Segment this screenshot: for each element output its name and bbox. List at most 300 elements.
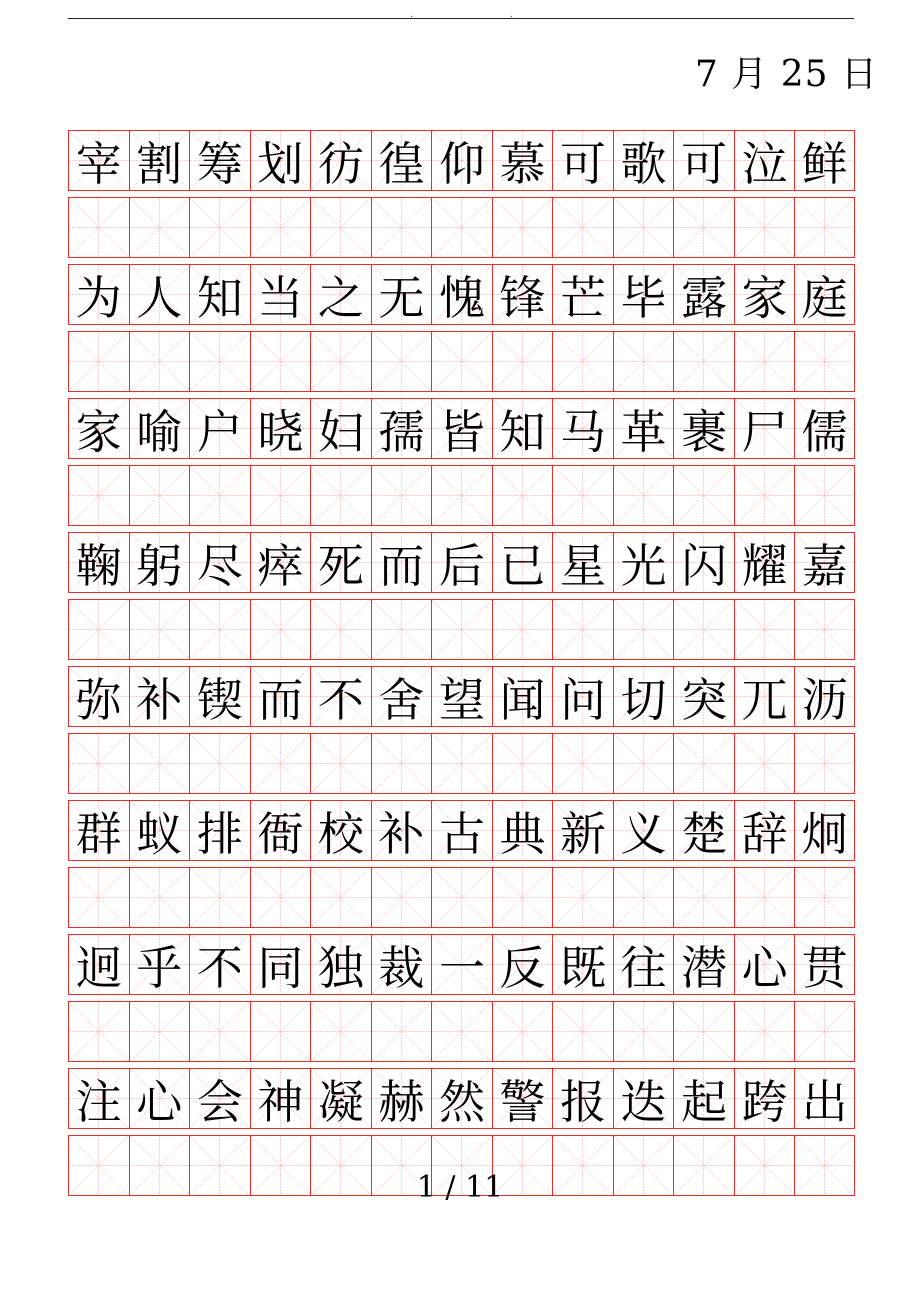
grid-cell [371, 130, 432, 191]
blank-grid-cell[interactable] [68, 465, 129, 526]
blank-grid-cell[interactable] [673, 599, 734, 660]
guide-lines [311, 332, 371, 391]
guide-lines [372, 198, 432, 257]
guide-lines [735, 332, 795, 391]
grid-cell [734, 130, 795, 191]
blank-grid-cell[interactable] [734, 331, 795, 392]
practice-character: 起 [681, 1074, 728, 1129]
blank-grid-cell[interactable] [794, 465, 855, 526]
blank-grid-cell[interactable] [129, 1001, 190, 1062]
grid-cell [189, 532, 250, 593]
practice-character: 革 [620, 404, 667, 459]
blank-grid-cell[interactable] [68, 867, 129, 928]
grid-cell [250, 666, 311, 727]
guide-lines [190, 734, 250, 793]
blank-grid-cell[interactable] [371, 331, 432, 392]
guide-lines [614, 198, 674, 257]
blank-grid-cell[interactable] [794, 599, 855, 660]
practice-character: 毕 [620, 270, 667, 325]
grid-cell [250, 934, 311, 995]
blank-grid-cell[interactable] [734, 197, 795, 258]
grid-cell [68, 800, 129, 861]
practice-character: 可 [560, 136, 607, 191]
grid-cell [613, 130, 674, 191]
blank-grid-cell[interactable] [189, 197, 250, 258]
grid-cell [371, 264, 432, 325]
blank-grid-cell[interactable] [552, 733, 613, 794]
blank-grid-cell[interactable] [310, 733, 371, 794]
guide-lines [432, 466, 492, 525]
grid-cell [734, 800, 795, 861]
guide-lines [493, 466, 553, 525]
practice-character: 弥 [75, 672, 122, 727]
blank-grid-cell[interactable] [552, 599, 613, 660]
guide-lines [614, 1002, 674, 1061]
blank-grid-cell[interactable] [250, 867, 311, 928]
guide-lines [432, 868, 492, 927]
blank-grid-cell[interactable] [189, 733, 250, 794]
grid-cell [734, 1068, 795, 1129]
blank-grid-cell[interactable] [734, 733, 795, 794]
blank-grid-cell[interactable] [794, 733, 855, 794]
practice-character: 既 [560, 940, 607, 995]
practice-character: 彷 [317, 136, 364, 191]
grid-cell [613, 532, 674, 593]
blank-grid-cell[interactable] [613, 599, 674, 660]
guide-lines [311, 600, 371, 659]
practice-character: 家 [741, 270, 788, 325]
grid-cell [673, 934, 734, 995]
grid-cell [492, 800, 553, 861]
practice-character: 尽 [196, 538, 243, 593]
grid-cell [552, 264, 613, 325]
blank-grid-cell[interactable] [250, 733, 311, 794]
guide-lines [674, 868, 734, 927]
grid-cell [673, 666, 734, 727]
guide-lines [795, 734, 854, 793]
blank-grid-cell[interactable] [673, 197, 734, 258]
grid-cell [613, 1068, 674, 1129]
grid-cell [673, 800, 734, 861]
grid-cell [734, 532, 795, 593]
practice-character: 潜 [681, 940, 728, 995]
blank-grid-cell[interactable] [189, 867, 250, 928]
blank-practice-row [68, 733, 855, 794]
blank-grid-cell[interactable] [613, 733, 674, 794]
blank-grid-cell[interactable] [492, 331, 553, 392]
grid-cell [250, 800, 311, 861]
guide-lines [735, 868, 795, 927]
blank-grid-cell[interactable] [492, 867, 553, 928]
guide-lines [674, 1002, 734, 1061]
practice-character: 兀 [741, 672, 788, 727]
blank-grid-cell[interactable] [552, 465, 613, 526]
blank-grid-cell[interactable] [371, 733, 432, 794]
practice-character: 当 [257, 270, 304, 325]
blank-grid-cell[interactable] [129, 867, 190, 928]
grid-cell [431, 934, 492, 995]
practice-character: 裁 [378, 940, 425, 995]
practice-character: 而 [378, 538, 425, 593]
grid-cell [310, 398, 371, 459]
guide-lines [735, 600, 795, 659]
guide-lines [69, 1002, 129, 1061]
grid-cell [492, 666, 553, 727]
blank-grid-cell[interactable] [431, 197, 492, 258]
grid-cell [189, 666, 250, 727]
blank-grid-cell[interactable] [189, 331, 250, 392]
guide-lines [553, 466, 613, 525]
grid-cell [68, 1068, 129, 1129]
blank-grid-cell[interactable] [310, 465, 371, 526]
blank-grid-cell[interactable] [250, 331, 311, 392]
practice-character: 星 [560, 538, 607, 593]
guide-lines [190, 868, 250, 927]
character-row [68, 934, 855, 995]
grid-cell [68, 264, 129, 325]
blank-grid-cell[interactable] [552, 867, 613, 928]
blank-grid-cell[interactable] [613, 465, 674, 526]
blank-grid-cell[interactable] [492, 599, 553, 660]
practice-character: 往 [620, 940, 667, 995]
practice-character: 鞠 [75, 538, 122, 593]
blank-grid-cell[interactable] [371, 867, 432, 928]
blank-grid-cell[interactable] [250, 465, 311, 526]
blank-grid-cell[interactable] [794, 331, 855, 392]
grid-cell [673, 1068, 734, 1129]
blank-grid-cell[interactable] [68, 197, 129, 258]
blank-grid-cell[interactable] [734, 465, 795, 526]
practice-character: 死 [317, 538, 364, 593]
blank-grid-cell[interactable] [613, 867, 674, 928]
guide-lines [251, 466, 311, 525]
guide-lines [553, 198, 613, 257]
practice-character: 楚 [681, 806, 728, 861]
blank-grid-cell[interactable] [431, 331, 492, 392]
grid-cell [794, 666, 855, 727]
grid-cell [794, 1068, 855, 1129]
guide-lines [553, 600, 613, 659]
practice-character: 警 [499, 1074, 546, 1129]
practice-character: 迭 [620, 1074, 667, 1129]
grid-cell [613, 934, 674, 995]
blank-grid-cell[interactable] [68, 599, 129, 660]
blank-grid-cell[interactable] [310, 599, 371, 660]
blank-grid-cell[interactable] [129, 331, 190, 392]
grid-cell [68, 666, 129, 727]
blank-practice-row [68, 465, 855, 526]
grid-cell [673, 264, 734, 325]
blank-grid-cell[interactable] [431, 1001, 492, 1062]
practice-character: 补 [136, 672, 183, 727]
practice-character: 会 [196, 1074, 243, 1129]
practice-character: 晓 [257, 404, 304, 459]
grid-cell [734, 934, 795, 995]
grid-cell [794, 934, 855, 995]
blank-grid-cell[interactable] [794, 197, 855, 258]
grid-cell [129, 532, 190, 593]
blank-grid-cell[interactable] [673, 733, 734, 794]
practice-character: 鲜 [801, 136, 848, 191]
practice-character: 歌 [620, 136, 667, 191]
blank-grid-cell[interactable] [794, 867, 855, 928]
grid-cell [613, 264, 674, 325]
practice-character: 新 [560, 806, 607, 861]
guide-lines [372, 332, 432, 391]
practice-character: 泣 [741, 136, 788, 191]
practice-character: 知 [499, 404, 546, 459]
blank-grid-cell[interactable] [250, 599, 311, 660]
grid-cell [250, 532, 311, 593]
grid-cell [250, 1068, 311, 1129]
guide-lines [735, 198, 795, 257]
guide-lines [69, 198, 129, 257]
guide-lines [493, 332, 553, 391]
blank-grid-cell[interactable] [431, 733, 492, 794]
grid-cell [68, 532, 129, 593]
practice-character: 划 [257, 136, 304, 191]
guide-lines [795, 600, 854, 659]
guide-lines [190, 1002, 250, 1061]
blank-grid-cell[interactable] [492, 465, 553, 526]
header-dot-right: . [510, 9, 514, 20]
guide-lines [372, 466, 432, 525]
blank-grid-cell[interactable] [129, 599, 190, 660]
grid-cell [431, 800, 492, 861]
practice-character: 割 [136, 136, 183, 191]
grid-cell [673, 532, 734, 593]
guide-lines [311, 868, 371, 927]
guide-lines [493, 1002, 553, 1061]
practice-character: 可 [681, 136, 728, 191]
grid-cell [68, 130, 129, 191]
blank-grid-cell[interactable] [673, 1001, 734, 1062]
character-row [68, 666, 855, 727]
blank-grid-cell[interactable] [371, 197, 432, 258]
blank-grid-cell[interactable] [492, 197, 553, 258]
guide-lines [251, 332, 311, 391]
practice-character: 心 [741, 940, 788, 995]
grid-cell [794, 264, 855, 325]
blank-grid-cell[interactable] [371, 465, 432, 526]
practice-character: 芒 [560, 270, 607, 325]
practice-character: 蚁 [136, 806, 183, 861]
blank-grid-cell[interactable] [310, 867, 371, 928]
grid-cell [492, 532, 553, 593]
blank-grid-cell[interactable] [431, 465, 492, 526]
grid-cell [552, 666, 613, 727]
grid-cell [310, 130, 371, 191]
grid-cell [492, 934, 553, 995]
blank-grid-cell[interactable] [189, 1001, 250, 1062]
blank-grid-cell[interactable] [250, 197, 311, 258]
practice-character: 尸 [741, 404, 788, 459]
guide-lines [69, 332, 129, 391]
guide-lines [795, 332, 854, 391]
practice-character: 古 [438, 806, 485, 861]
practice-character: 舍 [378, 672, 425, 727]
practice-character: 马 [560, 404, 607, 459]
practice-character: 补 [378, 806, 425, 861]
blank-grid-cell[interactable] [552, 1001, 613, 1062]
character-row [68, 532, 855, 593]
guide-lines [614, 600, 674, 659]
practice-character: 凝 [317, 1074, 364, 1129]
grid-cell [371, 934, 432, 995]
grid-cell [371, 1068, 432, 1129]
blank-grid-cell[interactable] [794, 1001, 855, 1062]
blank-grid-cell[interactable] [371, 599, 432, 660]
guide-lines [190, 466, 250, 525]
grid-cell [371, 666, 432, 727]
practice-character: 光 [620, 538, 667, 593]
grid-cell [129, 264, 190, 325]
guide-lines [432, 734, 492, 793]
blank-grid-cell[interactable] [129, 197, 190, 258]
blank-grid-cell[interactable] [613, 331, 674, 392]
practice-character: 宰 [75, 136, 122, 191]
guide-lines [614, 332, 674, 391]
guide-lines [735, 734, 795, 793]
guide-lines [69, 600, 129, 659]
blank-grid-cell[interactable] [613, 1001, 674, 1062]
guide-lines [130, 734, 190, 793]
blank-grid-cell[interactable] [431, 867, 492, 928]
practice-character: 典 [499, 806, 546, 861]
grid-cell [189, 130, 250, 191]
practice-character: 裹 [681, 404, 728, 459]
grid-cell [492, 130, 553, 191]
practice-character: 慕 [499, 136, 546, 191]
guide-lines [130, 198, 190, 257]
grid-cell [431, 666, 492, 727]
blank-grid-cell[interactable] [68, 1001, 129, 1062]
header-rule [68, 18, 854, 19]
blank-grid-cell[interactable] [371, 1001, 432, 1062]
guide-lines [190, 332, 250, 391]
practice-character: 校 [317, 806, 364, 861]
practice-character: 出 [801, 1074, 848, 1129]
character-row [68, 398, 855, 459]
blank-grid-cell[interactable] [250, 1001, 311, 1062]
practice-character: 注 [75, 1074, 122, 1129]
header-dot-left: . [410, 9, 414, 20]
grid-cell [492, 398, 553, 459]
practice-character: 已 [499, 538, 546, 593]
grid-cell [310, 264, 371, 325]
guide-lines [311, 466, 371, 525]
blank-grid-cell[interactable] [673, 465, 734, 526]
grid-cell [794, 398, 855, 459]
blank-grid-cell[interactable] [68, 733, 129, 794]
page-number: 1 / 11 [416, 1170, 504, 1205]
practice-character: 嘉 [801, 538, 848, 593]
character-row [68, 800, 855, 861]
practice-character: 反 [499, 940, 546, 995]
blank-grid-cell[interactable] [734, 867, 795, 928]
guide-lines [553, 1002, 613, 1061]
guide-lines [795, 198, 854, 257]
blank-grid-cell[interactable] [492, 1001, 553, 1062]
guide-lines [614, 868, 674, 927]
blank-grid-cell[interactable] [310, 197, 371, 258]
practice-character: 不 [196, 940, 243, 995]
guide-lines [372, 868, 432, 927]
grid-cell [129, 934, 190, 995]
practice-character: 沥 [801, 672, 848, 727]
blank-practice-row [68, 867, 855, 928]
guide-lines [493, 868, 553, 927]
grid-cell [371, 800, 432, 861]
guide-lines [311, 198, 371, 257]
practice-character: 瘁 [257, 538, 304, 593]
blank-grid-cell[interactable] [673, 331, 734, 392]
practice-character: 躬 [136, 538, 183, 593]
practice-character: 迥 [75, 940, 122, 995]
blank-grid-cell[interactable] [129, 733, 190, 794]
practice-character: 庭 [801, 270, 848, 325]
grid-cell [310, 532, 371, 593]
grid-cell [794, 130, 855, 191]
blank-grid-cell[interactable] [734, 599, 795, 660]
grid-cell [794, 800, 855, 861]
practice-character: 群 [75, 806, 122, 861]
blank-grid-cell[interactable] [189, 599, 250, 660]
practice-character: 闻 [499, 672, 546, 727]
guide-lines [251, 868, 311, 927]
blank-grid-cell[interactable] [552, 331, 613, 392]
grid-cell [552, 1068, 613, 1129]
grid-cell [189, 264, 250, 325]
practice-character: 之 [317, 270, 364, 325]
blank-grid-cell[interactable] [310, 1001, 371, 1062]
guide-lines [735, 466, 795, 525]
page-date: 7 月 25 日 [694, 54, 878, 95]
blank-grid-cell[interactable] [734, 1001, 795, 1062]
blank-grid-cell[interactable] [613, 197, 674, 258]
practice-character: 赫 [378, 1074, 425, 1129]
grid-cell [310, 666, 371, 727]
grid-cell [431, 532, 492, 593]
grid-cell [673, 130, 734, 191]
guide-lines [432, 332, 492, 391]
practice-character: 辞 [741, 806, 788, 861]
grid-cell [129, 1068, 190, 1129]
blank-grid-cell[interactable] [129, 465, 190, 526]
blank-grid-cell[interactable] [492, 733, 553, 794]
blank-grid-cell[interactable] [189, 465, 250, 526]
practice-character: 乎 [136, 940, 183, 995]
grid-cell [129, 398, 190, 459]
practice-character: 然 [438, 1074, 485, 1129]
grid-cell [431, 130, 492, 191]
guide-lines [735, 1002, 795, 1061]
practice-character: 神 [257, 1074, 304, 1129]
practice-character: 衙 [257, 806, 304, 861]
blank-grid-cell[interactable] [68, 331, 129, 392]
practice-character: 露 [681, 270, 728, 325]
blank-grid-cell[interactable] [310, 331, 371, 392]
practice-character: 而 [257, 672, 304, 727]
blank-grid-cell[interactable] [431, 599, 492, 660]
blank-grid-cell[interactable] [673, 867, 734, 928]
grid-cell [552, 934, 613, 995]
blank-grid-cell[interactable] [552, 197, 613, 258]
guide-lines [795, 1002, 854, 1061]
practice-grid [68, 130, 855, 1196]
practice-character: 人 [136, 270, 183, 325]
guide-lines [251, 734, 311, 793]
